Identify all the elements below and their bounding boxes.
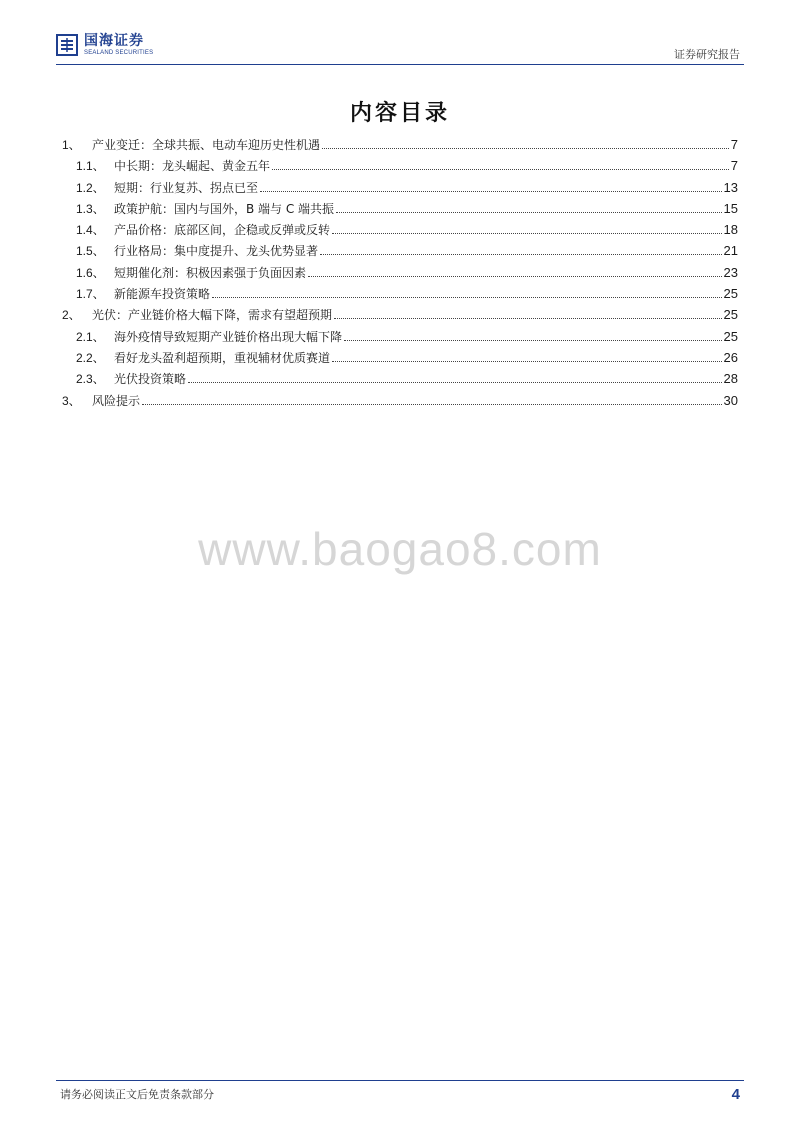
- logo-chinese-name: 国海证券: [84, 33, 144, 49]
- page-number: 4: [731, 1086, 740, 1103]
- toc-leader-dots: [308, 276, 722, 277]
- header-divider: [56, 64, 744, 65]
- toc-entry-page: 21: [723, 243, 738, 259]
- toc-entry-page: 15: [723, 200, 738, 216]
- toc-entry[interactable]: [62, 285, 738, 306]
- toc-entry-title: 短期：行业复苏、拐点已至: [114, 180, 259, 195]
- toc-entry[interactable]: [62, 306, 738, 327]
- toc-entry[interactable]: [62, 392, 738, 413]
- toc-entry[interactable]: [62, 349, 738, 370]
- toc-entry-number: 2.1、: [76, 329, 105, 344]
- toc-entry-number: 1.3、: [76, 201, 105, 216]
- toc-leader-dots: [336, 212, 721, 213]
- toc-title: 内容目录: [349, 101, 450, 126]
- toc-entry-number: 1.7、: [76, 287, 105, 302]
- toc-entry-page: 13: [723, 179, 738, 195]
- sealand-logo-icon: [56, 34, 78, 56]
- toc-entry-title: 光伏投资策略: [114, 372, 187, 387]
- footer-divider: [56, 1080, 744, 1081]
- toc-entry-page: 7: [730, 158, 738, 174]
- toc-entry-title: 中长期：龙头崛起、黄金五年: [114, 159, 271, 174]
- toc-entry-number: 1、: [62, 138, 81, 152]
- watermark-text: www.baogao8.com: [198, 523, 602, 575]
- toc-entry[interactable]: [62, 264, 738, 285]
- toc-leader-dots: [320, 254, 722, 255]
- toc-leader-dots: [332, 361, 722, 362]
- toc-leader-dots: [272, 169, 729, 170]
- toc-entry-title: 政策护航：国内与国外，B 端与 C 端共振: [114, 201, 335, 216]
- toc-entry-page: 7: [730, 137, 738, 152]
- toc-entry-title: 光伏：产业链价格大幅下降，需求有望超预期: [92, 308, 333, 323]
- toc-entry[interactable]: [62, 157, 738, 178]
- toc-entry-page: 28: [723, 371, 738, 387]
- toc-entry-title: 产品价格：底部区间，企稳或反弹或反转: [114, 223, 331, 238]
- toc-leader-dots: [188, 382, 722, 383]
- toc-entry[interactable]: [62, 221, 738, 242]
- report-type-label: 证券研究报告: [674, 48, 740, 61]
- toc-entry-page: 23: [723, 264, 738, 280]
- toc-entry-title: 风险提示: [92, 393, 141, 408]
- toc-leader-dots: [212, 297, 722, 298]
- toc-entry-number: 1.6、: [76, 265, 105, 280]
- toc-entry-title: 行业格局：集中度提升、龙头优势显著: [114, 244, 319, 259]
- toc-entry[interactable]: [62, 200, 738, 221]
- toc-entry[interactable]: [62, 242, 738, 263]
- toc-entry-number: 1.1、: [76, 159, 105, 174]
- toc-entry-page: 26: [723, 349, 738, 365]
- toc-entry-title: 新能源车投资策略: [114, 287, 211, 302]
- toc-entry-page: 25: [723, 286, 738, 302]
- toc-entry-title: 产业变迁：全球共振、电动车迎历史性机遇: [92, 138, 321, 152]
- toc-entry-page: 25: [723, 307, 738, 323]
- table-of-contents: [62, 136, 738, 413]
- logo-english-name: SEALAND SECURITIES: [84, 50, 154, 56]
- toc-entry-number: 1.4、: [76, 223, 105, 238]
- toc-entry-number: 3、: [62, 393, 81, 408]
- toc-entry-number: 2、: [62, 308, 81, 323]
- toc-leader-dots: [344, 340, 722, 341]
- toc-entry[interactable]: [62, 179, 738, 200]
- toc-entry-page: 30: [723, 392, 738, 408]
- page-header: [56, 28, 744, 64]
- toc-entry-page: 25: [723, 328, 738, 344]
- toc-entry[interactable]: [62, 328, 738, 349]
- toc-entry-title: 海外疫情导致短期产业链价格出现大幅下降: [114, 329, 343, 344]
- company-logo: [56, 34, 153, 56]
- toc-leader-dots: [142, 404, 722, 405]
- toc-entry-number: 1.2、: [76, 180, 105, 195]
- toc-entry[interactable]: [62, 370, 738, 391]
- footer-disclaimer: 请务必阅读正文后免责条款部分: [60, 1088, 214, 1101]
- toc-leader-dots: [322, 148, 729, 149]
- toc-leader-dots: [334, 318, 722, 319]
- toc-entry-page: 18: [723, 222, 738, 238]
- toc-entry[interactable]: [62, 136, 738, 157]
- toc-entry-number: 2.2、: [76, 350, 105, 365]
- toc-entry-title: 看好龙头盈利超预期，重视辅材优质赛道: [114, 350, 331, 365]
- toc-leader-dots: [260, 191, 722, 192]
- toc-leader-dots: [332, 233, 722, 234]
- toc-entry-number: 1.5、: [76, 244, 105, 259]
- toc-entry-title: 短期催化剂：积极因素强于负面因素: [114, 265, 307, 280]
- toc-entry-number: 2.3、: [76, 372, 105, 387]
